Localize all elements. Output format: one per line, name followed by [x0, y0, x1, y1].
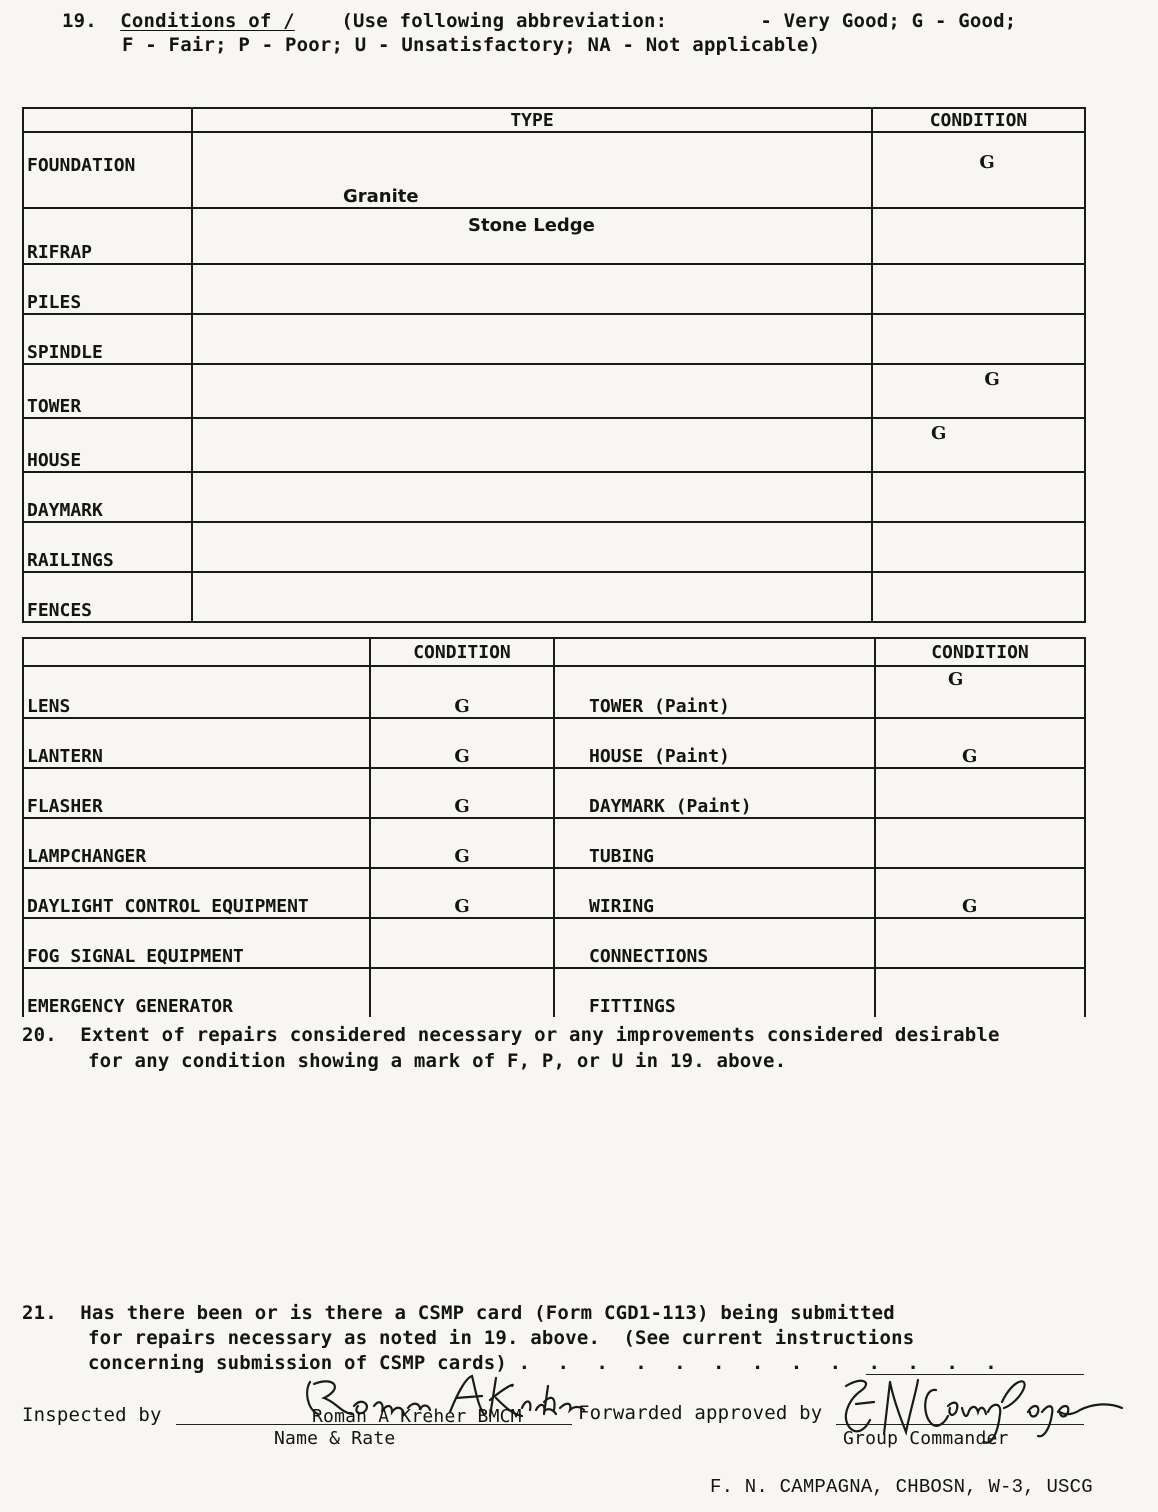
type-foundation: Granite: [192, 132, 872, 208]
row-label-tower: TOWER: [23, 364, 192, 418]
left-condition-emergency-generator: [370, 968, 554, 1017]
condition-tower: G: [872, 364, 1085, 418]
equipment-condition-table: [22, 637, 1086, 1017]
right-condition-daymark-paint: [875, 768, 1085, 818]
table-row: [23, 418, 1085, 472]
row-label-fences: FENCES: [23, 572, 192, 622]
table2-header-condition-left: CONDITION: [370, 638, 554, 666]
right-label-connections: CONNECTIONS: [554, 918, 875, 968]
type-riprap: Stone Ledge: [192, 208, 872, 264]
right-label-tower-paint: TOWER (Paint): [554, 666, 875, 718]
left-condition-lampchanger: G: [370, 818, 554, 868]
type-house: [192, 418, 872, 472]
section-21-line-2: for repairs necessary as noted in 19. above. (See current instructions: [88, 1327, 915, 1349]
left-label-fog-signal: FOG SIGNAL EQUIPMENT: [23, 918, 370, 968]
type-tower: [192, 364, 872, 418]
type-daymark: [192, 472, 872, 522]
table2-header-row: [23, 638, 1085, 666]
group-commander-label: Group Commander: [843, 1428, 1009, 1449]
left-label-daylight-control: DAYLIGHT CONTROL EQUIPMENT: [23, 868, 370, 918]
condition-fences: [872, 572, 1085, 622]
left-condition-lantern: G: [370, 718, 554, 768]
table-row: [23, 918, 1085, 968]
section-21-leader-dots: . . . . . . . . . . . . .: [518, 1352, 1005, 1374]
table-row: [23, 132, 1085, 208]
table-row: [23, 364, 1085, 418]
section-21-line-1: [22, 1302, 895, 1324]
inspector-typed-name: Roman A Kreher BMCM: [312, 1406, 522, 1427]
left-label-lens: LENS: [23, 666, 370, 718]
left-label-flasher: FLASHER: [23, 768, 370, 818]
condition-riprap: [872, 208, 1085, 264]
section-21-line-3: [88, 1352, 1005, 1374]
left-condition-flasher: G: [370, 768, 554, 818]
section-21-text-3: concerning submission of CSMP cards): [88, 1352, 508, 1374]
condition-daymark: [872, 472, 1085, 522]
section-21-text-1: Has there been or is there a CSMP card (Form CGD1-113) being submitted: [80, 1302, 895, 1324]
section-20-line-1: [22, 1024, 1000, 1046]
right-condition-tower-paint: G: [875, 666, 1085, 718]
row-label-foundation: FOUNDATION: [23, 132, 192, 208]
table1-header-condition: CONDITION: [872, 108, 1085, 132]
table1-header-row: [23, 108, 1085, 132]
section-19-title: Conditions of /: [120, 10, 295, 32]
table-row: [23, 868, 1085, 918]
type-spindle: [192, 314, 872, 364]
table-row: [23, 314, 1085, 364]
right-label-daymark-paint: DAYMARK (Paint): [554, 768, 875, 818]
table2-header-condition-right: CONDITION: [875, 638, 1085, 666]
condition-foundation: G: [872, 132, 1085, 208]
condition-railings: [872, 522, 1085, 572]
type-piles: [192, 264, 872, 314]
left-label-lampchanger: LAMPCHANGER: [23, 818, 370, 868]
right-label-wiring: WIRING: [554, 868, 875, 918]
table1-header-blank: [23, 108, 192, 132]
structure-condition-table: [22, 107, 1086, 623]
right-condition-house-paint: G: [875, 718, 1085, 768]
section-20-text-1: Extent of repairs considered necessary or any improvements considered desirable: [80, 1024, 1000, 1046]
right-label-tubing: TUBING: [554, 818, 875, 868]
table1-header-type: TYPE: [192, 108, 872, 132]
table-row: [23, 264, 1085, 314]
table-row: [23, 718, 1085, 768]
section-20-number: 20.: [22, 1024, 57, 1046]
type-railings: [192, 522, 872, 572]
row-label-spindle: SPINDLE: [23, 314, 192, 364]
commander-typed-name: F. N. CAMPAGNA, CHBOSN, W-3, USCG: [710, 1476, 1093, 1498]
right-condition-wiring: G: [875, 868, 1085, 918]
right-label-house-paint: HOUSE (Paint): [554, 718, 875, 768]
left-label-lantern: LANTERN: [23, 718, 370, 768]
table2-header-blank-left: [23, 638, 370, 666]
section-20-line-2: for any condition showing a mark of F, P, or U in 19. above.: [88, 1050, 787, 1072]
table-row: [23, 666, 1085, 718]
name-rate-label: Name & Rate: [274, 1428, 396, 1449]
right-condition-fittings: [875, 968, 1085, 1017]
table-row: [23, 572, 1085, 622]
right-condition-connections: [875, 918, 1085, 968]
inspected-by-label: Inspected by: [22, 1404, 162, 1426]
condition-spindle: [872, 314, 1085, 364]
section-19-line-1: [62, 10, 1016, 32]
table-row: [23, 968, 1085, 1017]
type-fences: [192, 572, 872, 622]
left-condition-daylight-control: G: [370, 868, 554, 918]
condition-house: G: [872, 418, 1085, 472]
forwarded-approved-label: Forwarded approved by: [578, 1402, 823, 1424]
table-row: [23, 208, 1085, 264]
right-condition-tubing: [875, 818, 1085, 868]
left-condition-lens: G: [370, 666, 554, 718]
table-row: [23, 768, 1085, 818]
section-19-line-2: F - Fair; P - Poor; U - Unsatisfactory; NA - Not applicable): [122, 34, 821, 56]
row-label-daymark: DAYMARK: [23, 472, 192, 522]
right-label-fittings: FITTINGS: [554, 968, 875, 1017]
table-row: [23, 472, 1085, 522]
table-row: [23, 522, 1085, 572]
condition-piles: [872, 264, 1085, 314]
table2-header-blank-right: [554, 638, 875, 666]
row-label-railings: RAILINGS: [23, 522, 192, 572]
table-row: [23, 818, 1085, 868]
left-label-emergency-generator: EMERGENCY GENERATOR: [23, 968, 370, 1017]
section-21-number: 21.: [22, 1302, 57, 1324]
section-19-number: 19.: [62, 10, 97, 32]
left-condition-fog-signal: [370, 918, 554, 968]
row-label-house: HOUSE: [23, 418, 192, 472]
section-19-abbrev-intro: (Use following abbreviation: - Very Good; G - Good;: [341, 10, 1017, 32]
row-label-piles: PILES: [23, 264, 192, 314]
row-label-riprap: RIFRAP: [23, 208, 192, 264]
